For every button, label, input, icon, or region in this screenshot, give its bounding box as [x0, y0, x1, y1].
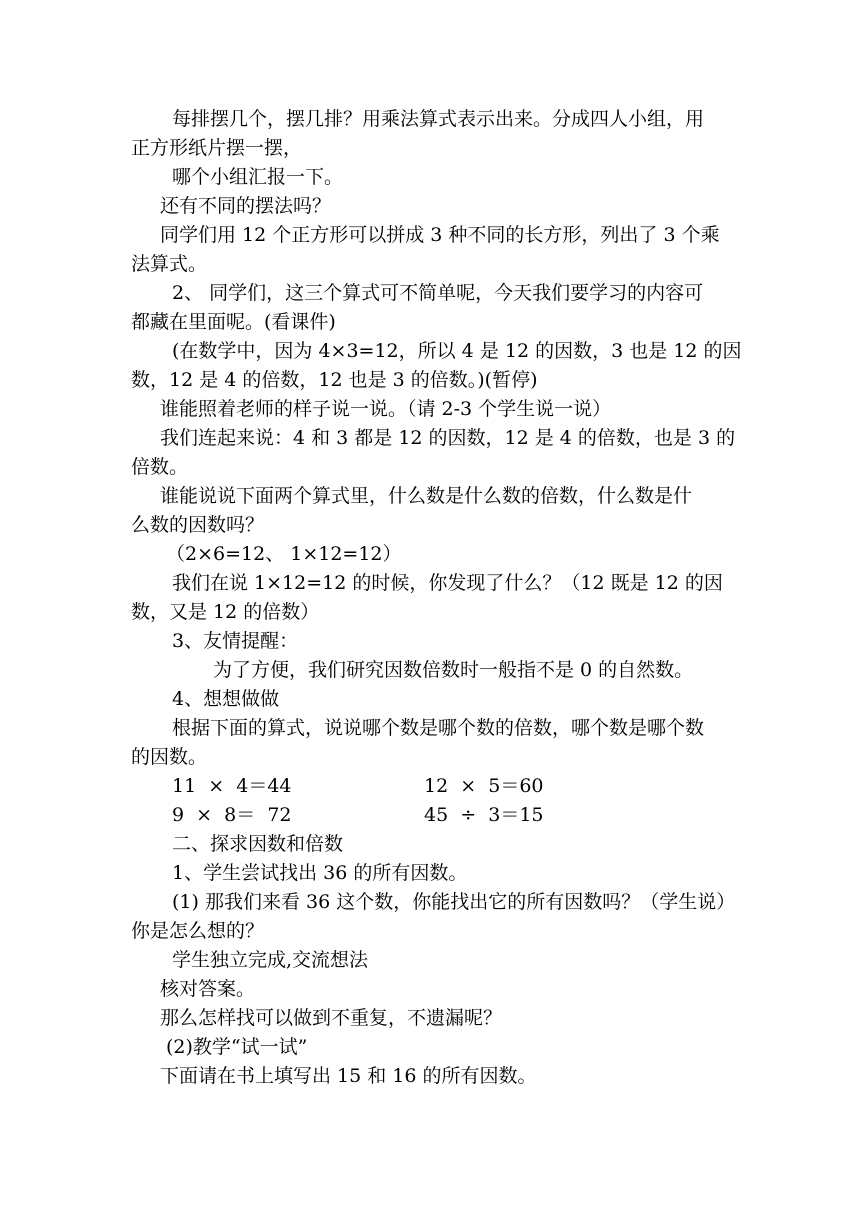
- paragraph-line: (在数学中，因为 4×3=12，所以 4 是 12 的因数，3 也是 12 的因: [172, 340, 742, 362]
- paragraph-line: 那么怎样找可以做到不重复，不遗漏呢？: [160, 1007, 503, 1029]
- paragraph-line: 哪个小组汇报一下。: [172, 166, 344, 188]
- paragraph-line: (2)教学“试一试”: [166, 1036, 308, 1058]
- paragraph-line: 法算式。: [131, 253, 208, 275]
- paragraph-line: 倍数。: [131, 456, 189, 478]
- section-heading: 二、探求因数和倍数: [172, 833, 344, 855]
- paragraph-line: 学生独立完成,交流想法: [172, 949, 369, 971]
- paragraph-line: 谁能说说下面两个算式里，什么数是什么数的倍数，什么数是什: [160, 485, 693, 507]
- paragraph-line: 根据下面的算式，说说哪个数是哪个数的倍数，哪个数是哪个数: [172, 717, 705, 739]
- paragraph-line: 2、 同学们，这三个算式可不简单呢，今天我们要学习的内容可: [172, 282, 704, 304]
- paragraph-line: 你是怎么想的？: [131, 920, 265, 942]
- equation-left: 11 × 4＝44: [172, 775, 292, 797]
- paragraph-line: 我们连起来说：4 和 3 都是 12 的因数，12 是 4 的倍数，也是 3 的: [160, 427, 736, 449]
- paragraph-line: 都藏在里面呢。(看课件): [131, 311, 336, 333]
- paragraph-line: (1) 那我们来看 36 这个数，你能找出它的所有因数吗？（学生说）: [172, 891, 736, 913]
- paragraph-line: 正方形纸片摆一摆，: [131, 137, 303, 159]
- paragraph-line: 1、学生尝试找出 36 的所有因数。: [172, 862, 468, 884]
- paragraph-line: 数，又是 12 的倍数）: [131, 601, 320, 623]
- paragraph-line: 3、友情提醒：: [172, 630, 299, 652]
- paragraph-line: 的因数。: [131, 746, 208, 768]
- paragraph-line: 4、想想做做: [172, 688, 280, 710]
- equation-left: 9 × 8＝ 72: [172, 804, 292, 826]
- paragraph-line: 为了方便，我们研究因数倍数时一般指不是 0 的自然数。: [213, 659, 694, 681]
- equation-right: 45 ÷ 3＝15: [424, 804, 544, 826]
- paragraph-line: （2×6=12、 1×12=12）: [166, 543, 402, 565]
- paragraph-line: 同学们用 12 个正方形可以拼成 3 种不同的长方形，列出了 3 个乘: [160, 224, 720, 246]
- paragraph-line: 还有不同的摆法吗？: [160, 195, 332, 217]
- paragraph-line: 数，12 是 4 的倍数，12 也是 3 的倍数。)(暂停): [131, 369, 538, 391]
- paragraph-line: 么数的因数吗？: [131, 514, 265, 536]
- paragraph-line: 核对答案。: [160, 978, 256, 1000]
- paragraph-line: 我们在说 1×12=12 的时候，你发现了什么？（12 既是 12 的因: [172, 572, 723, 594]
- paragraph-line: 谁能照着老师的样子说一说。（请 2-3 个学生说一说）: [160, 398, 612, 420]
- paragraph-line: 下面请在书上填写出 15 和 16 的所有因数。: [160, 1065, 537, 1087]
- paragraph-line: 每排摆几个，摆几排？用乘法算式表示出来。分成四人小组，用: [172, 108, 705, 130]
- equation-right: 12 × 5＝60: [424, 775, 544, 797]
